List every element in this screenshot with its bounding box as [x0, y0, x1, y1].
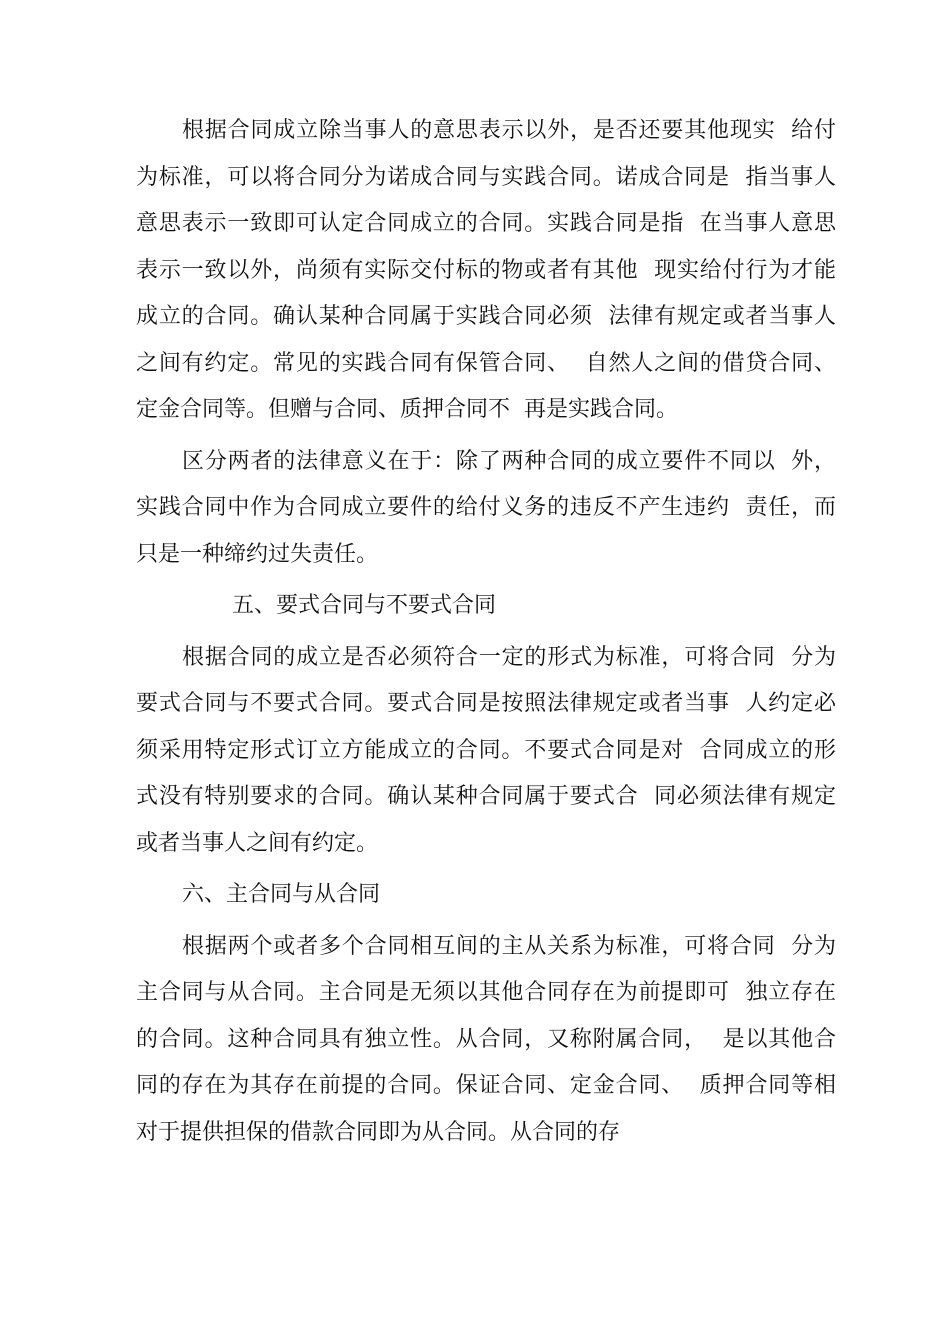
- text-line: 表示一致以外，尚须有实际交付标的物或者有其他 现实给付行为才能: [136, 257, 836, 283]
- section-heading-six: 六、主合同与从合同: [182, 882, 381, 907]
- text-line: 之间有约定。常见的实践合同有保管合同、 自然人之间的借贷合同、: [136, 350, 836, 376]
- paragraph-legal-significance: [136, 439, 836, 579]
- document-body: [136, 108, 836, 1156]
- text-line: 根据合同成立除当事人的意思表示以外，是否还要其他现实 给付: [182, 118, 836, 143]
- text-line: 要式合同与不要式合同。要式合同是按照法律规定或者当事 人约定必: [136, 691, 836, 716]
- text-line: 式没有特别要求的合同。确认某种合同属于要式合 同必须法律有规定: [136, 784, 836, 809]
- text-line: 成立的合同。确认某种合同属于实践合同必须 法律有规定或者当事人: [136, 304, 836, 329]
- paragraph-practical-contract: [136, 108, 836, 434]
- text-line: 只是一种缔约过失责任。: [136, 541, 379, 567]
- text-line: 根据两个或者多个合同相互间的主从关系为标准，可将合同 分为: [182, 933, 836, 959]
- text-line: 对于提供担保的借款合同即为从合同。从合同的存: [136, 1119, 621, 1145]
- text-line: 须采用特定形式订立方能成立的合同。不要式合同是对 合同成立的形: [136, 737, 836, 763]
- text-line: 的合同。这种合同具有独立性。从合同，又称附属合同， 是以其他合: [136, 1026, 836, 1052]
- paragraph-formal-contract: [136, 635, 836, 868]
- text-line: 定金合同等。但赠与合同、质押合同不 再是实践合同。: [136, 397, 678, 422]
- text-line: 根据合同的成立是否必须符合一定的形式为标准，可将合同 分为: [182, 644, 836, 670]
- text-line: 意思表示一致即可认定合同成立的合同。实践合同是指 在当事人意思: [136, 211, 836, 236]
- text-line: 实践合同中作为合同成立要件的给付义务的违反不产生违约 责任，而: [136, 495, 836, 520]
- text-line: 为标准，可以将合同分为诺成合同与实践合同。诺成合同是 指当事人: [136, 164, 836, 190]
- text-line: 或者当事人之间有约定。: [136, 830, 379, 856]
- text-line: 区分两者的法律意义在于：除了两种合同的成立要件不同以 外，: [182, 448, 836, 474]
- text-line: 同的存在为其存在前提的合同。保证合同、定金合同、 质押合同等相: [136, 1073, 836, 1098]
- paragraph-principal-contract: [136, 924, 836, 1157]
- section-heading-five: 五、要式合同与不要式合同: [232, 593, 497, 618]
- text-line: 主合同与从合同。主合同是无须以其他合同存在为前提即可 独立存在: [136, 980, 836, 1005]
